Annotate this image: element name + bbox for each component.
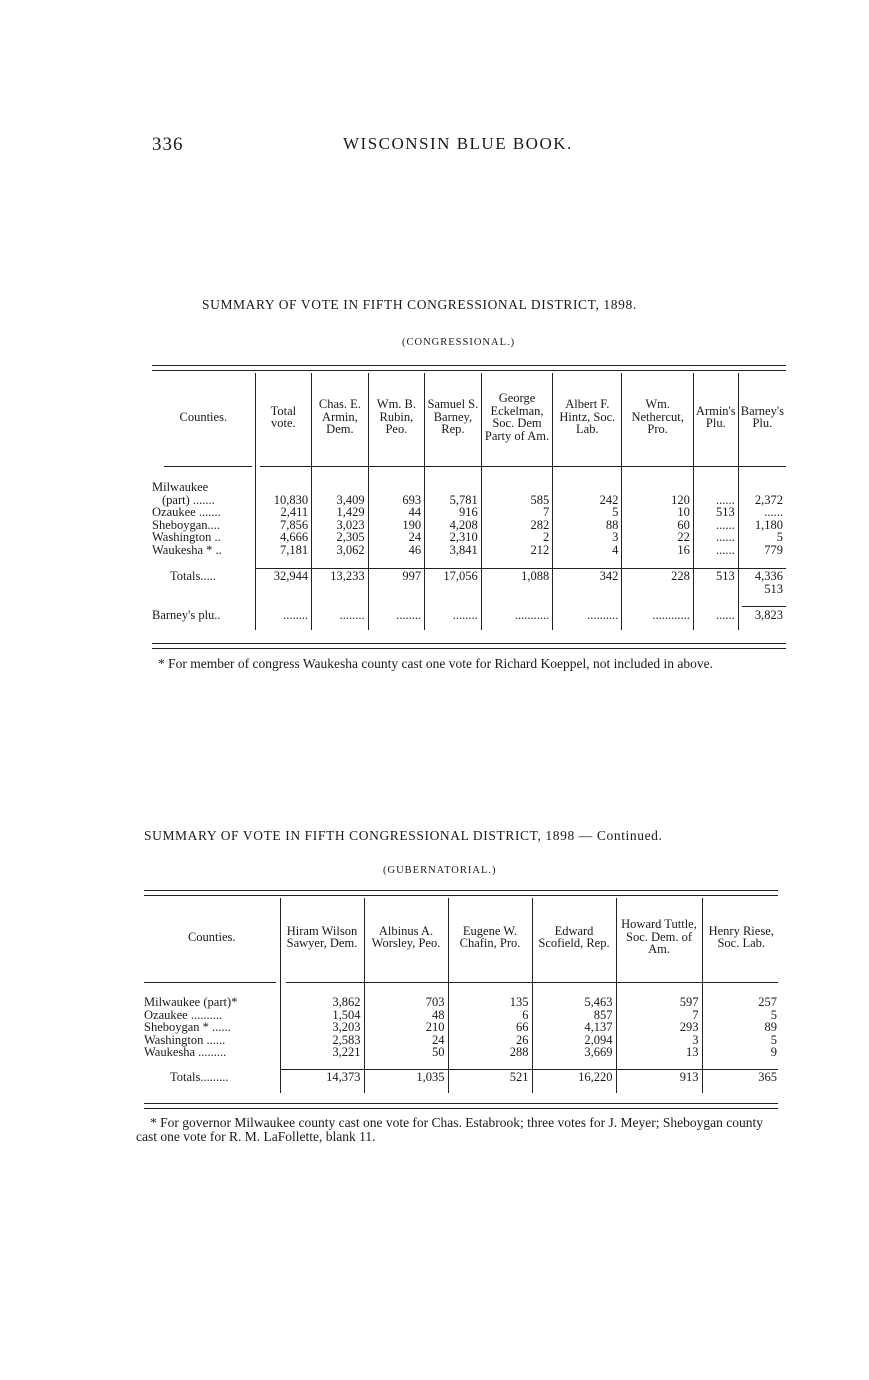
cell: 7,856 bbox=[255, 519, 312, 532]
dot-leader: ........ bbox=[255, 609, 312, 622]
table-row bbox=[144, 996, 780, 1009]
cell: 3,023 bbox=[312, 519, 369, 532]
col-header: Albert F. Hintz, Soc. Lab. bbox=[553, 373, 622, 461]
county-name: Ozaukee .......... bbox=[144, 1009, 280, 1022]
col-header: Howard Tuttle, Soc. Dem. of Am. bbox=[616, 898, 702, 976]
col-header: Chas. E. Armin, Dem. bbox=[312, 373, 369, 461]
cell: 7,181 bbox=[255, 544, 312, 557]
total-cell: 997 bbox=[368, 570, 424, 583]
cell: ...... bbox=[693, 519, 738, 532]
cell: 44 bbox=[368, 506, 424, 519]
cell: 3,221 bbox=[280, 1046, 364, 1059]
cell: 5 bbox=[770, 1032, 777, 1047]
table-row bbox=[152, 481, 786, 494]
cell: 6 bbox=[448, 1009, 532, 1022]
cell: 2,094 bbox=[532, 1034, 616, 1047]
cell: 88 bbox=[553, 519, 622, 532]
cell: 3,409 bbox=[312, 494, 369, 507]
col-header: Hiram Wilson Sawyer, Dem. bbox=[280, 898, 364, 976]
dot-leader: ........ bbox=[368, 609, 424, 622]
header-underline bbox=[144, 982, 276, 983]
total-cell: 913 bbox=[616, 1071, 702, 1084]
dot-leader: ...... bbox=[693, 609, 738, 622]
cell: 66 bbox=[448, 1021, 532, 1034]
county-name: Washington .. bbox=[152, 531, 255, 544]
plurality-row bbox=[152, 609, 786, 622]
cell: 3,862 bbox=[280, 996, 364, 1009]
dot-leader: ........ bbox=[312, 609, 369, 622]
total-cell: 365 bbox=[758, 1069, 777, 1084]
plurality-value: 3,823 bbox=[754, 608, 783, 622]
cell: 135 bbox=[448, 996, 532, 1009]
cell: 5 bbox=[553, 506, 622, 519]
cell: 257 bbox=[758, 995, 777, 1009]
table-row bbox=[152, 506, 786, 519]
table-row bbox=[144, 1021, 780, 1034]
cell: 693 bbox=[368, 494, 424, 507]
cell: 5 bbox=[776, 530, 783, 544]
congressional-footnote: * For member of congress Waukesha county cast one vote for Richard Koeppel, not included in above. bbox=[158, 656, 714, 671]
col-header: George Eckelman, Soc. Dem Party of Am. bbox=[481, 373, 553, 461]
col-header: Albinus A. Worsley, Peo. bbox=[364, 898, 448, 976]
cell: 1,504 bbox=[280, 1009, 364, 1022]
totals-overline bbox=[256, 568, 786, 569]
totals-label: Totals......... bbox=[144, 1071, 280, 1084]
total-cell: 521 bbox=[448, 1071, 532, 1084]
gubernatorial-footnote: * For governor Milwaukee county cast one vote for Chas. Estabrook; three votes for J. Meyer; Sheboygan county cast one vote for R. M. LaFollette, blank 11. bbox=[136, 1115, 763, 1145]
congressional-table bbox=[152, 373, 786, 630]
header-underline bbox=[286, 982, 778, 983]
col-header: Wm. Nethercut, Pro. bbox=[622, 373, 694, 461]
cell: ...... bbox=[693, 494, 738, 507]
cell: 857 bbox=[532, 1009, 616, 1022]
cell: 916 bbox=[425, 506, 482, 519]
cell: 3,062 bbox=[312, 544, 369, 557]
cell: 282 bbox=[481, 519, 553, 532]
table-row bbox=[152, 544, 786, 557]
congressional-title: SUMMARY OF VOTE IN FIFTH CONGRESSIONAL DISTRICT, 1898. bbox=[202, 297, 637, 312]
col-header: Armin's Plu. bbox=[693, 373, 738, 461]
county-name: Waukesha ......... bbox=[144, 1046, 280, 1059]
table-row bbox=[152, 531, 786, 544]
cell: 5 bbox=[770, 1007, 777, 1022]
cell: 4 bbox=[553, 544, 622, 557]
col-header: Samuel S. Barney, Rep. bbox=[425, 373, 482, 461]
cell: 9 bbox=[770, 1045, 777, 1059]
cell: 2 bbox=[481, 531, 553, 544]
col-header: Counties. bbox=[144, 898, 280, 976]
cell: 7 bbox=[481, 506, 553, 519]
county-name: Ozaukee ....... bbox=[152, 506, 255, 519]
cell: 2,310 bbox=[425, 531, 482, 544]
gubernatorial-bottom-rule bbox=[144, 1103, 778, 1109]
county-name: Milwaukee (part)* bbox=[144, 996, 280, 1009]
cell: 703 bbox=[364, 996, 448, 1009]
totals-overline bbox=[280, 1069, 778, 1070]
county-name: Waukesha * .. bbox=[152, 544, 255, 557]
cell: 10 bbox=[622, 506, 694, 519]
cell: 2,305 bbox=[312, 531, 369, 544]
total-cell-extra: 513 bbox=[764, 581, 783, 596]
cell: 212 bbox=[481, 544, 553, 557]
gubernatorial-title: SUMMARY OF VOTE IN FIFTH CONGRESSIONAL DISTRICT, 1898 — Continued. bbox=[144, 828, 663, 843]
cell: 24 bbox=[368, 531, 424, 544]
cell: 120 bbox=[622, 494, 694, 507]
gubernatorial-top-rule bbox=[144, 890, 778, 896]
cell: 89 bbox=[764, 1020, 777, 1034]
gubernatorial-subtitle: (GUBERNATORIAL.) bbox=[383, 865, 497, 876]
cell: 16 bbox=[622, 544, 694, 557]
county-name: Washington ...... bbox=[144, 1034, 280, 1047]
cell: 60 bbox=[622, 519, 694, 532]
cell: 3,669 bbox=[532, 1046, 616, 1059]
cell: 50 bbox=[364, 1046, 448, 1059]
congressional-top-rule bbox=[152, 365, 786, 371]
cell: 13 bbox=[616, 1046, 702, 1059]
congressional-bottom-rule bbox=[152, 643, 786, 649]
col-header: Wm. B. Rubin, Peo. bbox=[368, 373, 424, 461]
col-header: Counties. bbox=[152, 373, 255, 461]
col-header: Henry Riese, Soc. Lab. bbox=[708, 923, 774, 950]
table-row bbox=[144, 1046, 780, 1059]
cell: 3 bbox=[553, 531, 622, 544]
cell: 3 bbox=[616, 1034, 702, 1047]
page-number: 336 bbox=[152, 134, 184, 155]
cell: 513 bbox=[693, 506, 738, 519]
col-header: Barney's Plu. bbox=[740, 403, 784, 430]
total-cell: 13,233 bbox=[312, 570, 369, 583]
county-name-cont: (part) ....... bbox=[152, 494, 255, 507]
county-name: Sheboygan.... bbox=[152, 519, 255, 532]
cell: 1,429 bbox=[312, 506, 369, 519]
header-underline bbox=[164, 466, 252, 467]
county-name: Sheboygan * ...... bbox=[144, 1021, 280, 1034]
cell: 24 bbox=[364, 1034, 448, 1047]
table-row bbox=[144, 1034, 780, 1047]
cell: 4,208 bbox=[425, 519, 482, 532]
cell: 210 bbox=[364, 1021, 448, 1034]
cell: 3,841 bbox=[425, 544, 482, 557]
county-name: Milwaukee bbox=[152, 481, 255, 494]
cell: 22 bbox=[622, 531, 694, 544]
total-cell: 14,373 bbox=[280, 1071, 364, 1084]
totals-label: Totals..... bbox=[152, 570, 255, 583]
cell: 2,583 bbox=[280, 1034, 364, 1047]
cell: 288 bbox=[448, 1046, 532, 1059]
cell: 46 bbox=[368, 544, 424, 557]
cell: ...... bbox=[764, 505, 783, 519]
cell: 3,203 bbox=[280, 1021, 364, 1034]
dot-leader: .......... bbox=[553, 609, 622, 622]
total-cell: 17,056 bbox=[425, 570, 482, 583]
totals-row bbox=[152, 570, 786, 583]
congressional-subtitle: (CONGRESSIONAL.) bbox=[402, 337, 516, 348]
cell: 7 bbox=[616, 1009, 702, 1022]
cell: 779 bbox=[764, 542, 783, 557]
running-title: WISCONSIN BLUE BOOK. bbox=[343, 134, 573, 153]
col-header: Total vote. bbox=[255, 373, 312, 461]
dot-leader: ........... bbox=[481, 609, 553, 622]
totals-row bbox=[144, 1071, 780, 1084]
cell: 10,830 bbox=[255, 494, 312, 507]
header-underline bbox=[260, 466, 786, 467]
gubernatorial-table bbox=[144, 898, 780, 1093]
plurality-label: Barney's plu.. bbox=[152, 609, 255, 622]
dot-leader: ........ bbox=[425, 609, 482, 622]
total-cell: 228 bbox=[622, 570, 694, 583]
cell: 4,666 bbox=[255, 531, 312, 544]
total-cell: 1,088 bbox=[481, 570, 553, 583]
total-cell: 1,035 bbox=[364, 1071, 448, 1084]
cell: 597 bbox=[616, 996, 702, 1009]
cell: 1,180 bbox=[754, 517, 783, 532]
total-cell: 16,220 bbox=[532, 1071, 616, 1084]
total-cell: 32,944 bbox=[255, 570, 312, 583]
col-header: Edward Scofield, Rep. bbox=[532, 898, 616, 976]
cell: 4,137 bbox=[532, 1021, 616, 1034]
total-cell: 342 bbox=[553, 570, 622, 583]
cell: ...... bbox=[693, 544, 738, 557]
cell: 5,781 bbox=[425, 494, 482, 507]
total-cell: 513 bbox=[693, 570, 738, 583]
col-header: Eugene W. Chafin, Pro. bbox=[448, 898, 532, 976]
cell: 5,463 bbox=[532, 996, 616, 1009]
total-cell: 4,336 bbox=[754, 569, 783, 583]
cell: 2,372 bbox=[754, 492, 783, 507]
cell: ...... bbox=[693, 531, 738, 544]
cell: 26 bbox=[448, 1034, 532, 1047]
plurality-overline bbox=[742, 606, 786, 607]
cell: 2,411 bbox=[255, 506, 312, 519]
cell: 585 bbox=[481, 494, 553, 507]
cell: 293 bbox=[616, 1021, 702, 1034]
cell: 242 bbox=[553, 494, 622, 507]
dot-leader: ............ bbox=[622, 609, 694, 622]
cell: 190 bbox=[368, 519, 424, 532]
cell: 48 bbox=[364, 1009, 448, 1022]
